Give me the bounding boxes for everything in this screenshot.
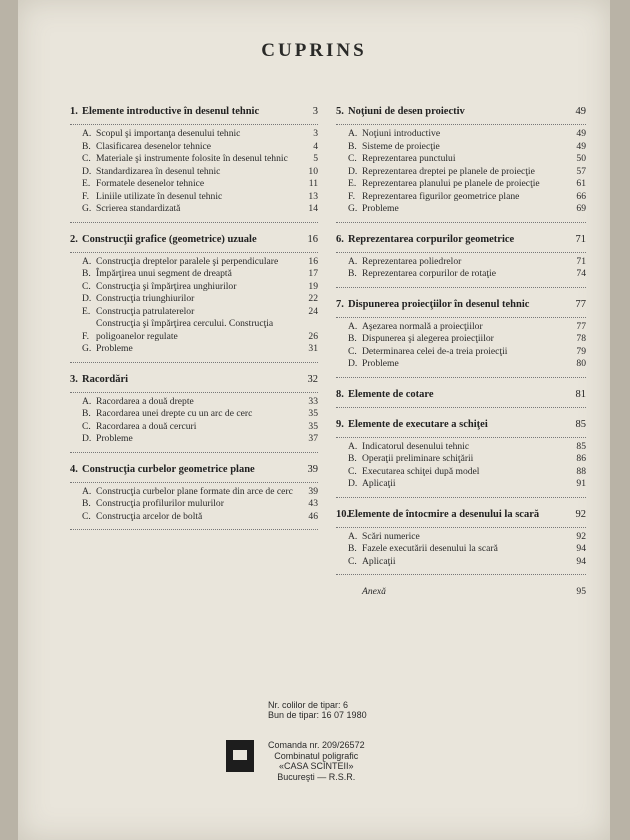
entry-page: 79: [576, 345, 586, 357]
page-title: CUPRINS: [261, 40, 367, 61]
entry-title: Sisteme de proiecţie: [362, 140, 440, 152]
entry-letter: A.: [82, 255, 92, 267]
entry-page: 24: [308, 305, 318, 317]
section-items: [70, 252, 318, 356]
section-page: 16: [307, 233, 318, 245]
entry-letter: B.: [348, 333, 357, 344]
section-heading: [70, 105, 318, 118]
entry-letter: B.: [348, 140, 357, 152]
section-heading: [70, 463, 318, 476]
section-heading: [336, 233, 586, 246]
toc-entry: [82, 306, 318, 319]
toc-section: [70, 105, 318, 223]
entry-letter: A.: [82, 395, 92, 407]
entry-letter: E.: [82, 305, 91, 317]
entry-title: Scări numerice: [362, 530, 420, 542]
section-items: [336, 252, 586, 281]
section-page: 49: [575, 106, 586, 117]
annex-label: Anexă: [362, 586, 386, 597]
toc-section: [336, 298, 586, 378]
section-title: Reprezentarea corpurilor geometrice: [348, 233, 515, 245]
section-items: [336, 317, 586, 371]
entry-letter: A.: [348, 440, 358, 452]
entry-title: Reprezentarea corpurilor de rotaţie: [362, 268, 496, 279]
entry-letter: A.: [82, 128, 92, 139]
entry-page: 37: [308, 433, 318, 444]
toc-entry: [348, 203, 586, 216]
section-page: 81: [575, 388, 586, 400]
section-heading: [336, 105, 586, 118]
entry-page: 77: [576, 320, 586, 332]
toc-entry: [348, 358, 586, 371]
entry-page: 61: [576, 178, 586, 189]
entry-letter: B.: [82, 408, 91, 419]
section-heading: [336, 298, 586, 311]
entry-title: Construcţia arcelor de boltă: [96, 510, 203, 522]
section-page: 77: [575, 298, 586, 310]
entry-page: 49: [576, 128, 586, 139]
entry-letter: D.: [82, 165, 92, 177]
toc-entry: [348, 543, 586, 556]
entry-page: 5: [313, 153, 318, 164]
section-divider: [336, 407, 586, 408]
section-page: 3: [312, 106, 318, 117]
printer-info: [268, 740, 365, 782]
toc-entry: [82, 141, 318, 154]
section-heading: [336, 508, 586, 521]
entry-page: 94: [576, 555, 586, 567]
entry-page: 88: [576, 465, 586, 477]
entry-letter: D.: [82, 293, 92, 304]
entry-page: 49: [576, 140, 586, 152]
toc-entry: [348, 153, 586, 166]
toc-section: [70, 463, 318, 531]
section-heading: [336, 418, 586, 431]
toc-entry: [348, 531, 586, 544]
entry-title: Standardizarea în desenul tehnic: [96, 165, 221, 177]
toc-entry: [348, 478, 586, 491]
section-title: Elemente de întocmire a desenului la scară: [348, 508, 540, 520]
entry-letter: B.: [348, 268, 357, 279]
entry-letter: D.: [348, 478, 358, 489]
entry-title: Racordarea a două cercuri: [96, 420, 197, 432]
printer-logo-icon: [226, 740, 254, 772]
section-number: 10.: [336, 508, 350, 520]
section-items: [70, 124, 318, 216]
section-items: [70, 482, 318, 524]
entry-letter: G.: [82, 203, 92, 214]
entry-letter: C.: [82, 153, 91, 164]
entry-title: Reprezentarea figurilor geometrice plane: [362, 190, 520, 202]
entry-page: 14: [308, 203, 318, 214]
entry-letter: D.: [348, 165, 358, 177]
entry-letter: B.: [82, 498, 91, 509]
entry-page: 19: [308, 280, 318, 292]
entry-letter: F.: [82, 190, 89, 202]
printer-city: Bucureşti — R.S.R.: [277, 771, 356, 782]
entry-page: 22: [308, 293, 318, 304]
printer-combinat: Combinatul poligrafic: [274, 750, 359, 761]
toc-entry: [348, 453, 586, 466]
entry-title: Probleme: [362, 203, 399, 214]
toc-entry: [82, 396, 318, 409]
entry-letter: C.: [348, 555, 357, 567]
toc-entry: [82, 256, 318, 269]
toc-entry: [82, 281, 318, 294]
toc-entry: [348, 166, 586, 179]
section-divider: [70, 529, 318, 530]
entry-letter: F.: [82, 330, 89, 342]
toc-section: [336, 508, 586, 576]
toc-left-column: [70, 105, 318, 540]
entry-letter: A.: [348, 530, 358, 542]
entry-page: 86: [576, 453, 586, 464]
entry-page: 78: [576, 333, 586, 344]
section-number: 6.: [336, 233, 344, 245]
toc-section: [336, 233, 586, 288]
entry-letter: D.: [348, 358, 358, 369]
entry-title: Reprezentarea planului pe planele de proiecţie: [362, 178, 540, 189]
toc-entry: [82, 343, 318, 356]
toc-entry: [82, 511, 318, 524]
toc-entry: [82, 268, 318, 281]
entry-page: 94: [576, 543, 586, 554]
section-items: [336, 124, 586, 216]
section-items: [336, 527, 586, 569]
printer-block: [226, 740, 365, 782]
entry-letter: A.: [348, 255, 358, 267]
entry-page: 16: [308, 255, 318, 267]
toc-entry: [82, 153, 318, 166]
toc-entry: [82, 433, 318, 446]
section-number: 1.: [70, 106, 78, 117]
entry-letter: E.: [348, 178, 357, 189]
entry-page: 17: [308, 268, 318, 279]
entry-page: 91: [576, 478, 586, 489]
entry-letter: F.: [348, 190, 355, 202]
entry-page: 4: [313, 140, 318, 152]
entry-letter: C.: [82, 420, 91, 432]
entry-page: 31: [308, 343, 318, 354]
toc-entry: [348, 256, 586, 269]
section-number: 5.: [336, 106, 344, 117]
section-divider: [336, 287, 586, 288]
annex-entry: [362, 585, 586, 598]
section-page: 85: [575, 418, 586, 430]
toc-entry: [348, 556, 586, 569]
entry-title: Noţiuni introductive: [362, 128, 441, 139]
entry-title: Liniile utilizate în desenul tehnic: [96, 190, 223, 202]
book-page: [18, 0, 610, 840]
entry-letter: C.: [82, 280, 91, 292]
entry-page: 39: [308, 485, 318, 497]
entry-title: Materiale şi instrumente folosite în desenul tehnic: [96, 153, 288, 164]
entry-title: Împărţirea unui segment de dreaptă: [96, 268, 232, 279]
entry-title: Racordarea unei drepte cu un arc de cerc: [96, 408, 253, 419]
toc-section: [336, 388, 586, 408]
entry-title: Executarea schiţei după model: [362, 465, 480, 477]
entry-page: 26: [308, 330, 318, 342]
toc-entry: [82, 486, 318, 499]
toc-entry: [82, 318, 318, 343]
toc-entry: [348, 441, 586, 454]
section-number: 7.: [336, 298, 344, 310]
entry-title: Construcţia dreptelor paralele şi perpendiculare: [96, 255, 279, 267]
entry-title: Scrierea standardizată: [96, 203, 181, 214]
entry-page: 80: [576, 358, 586, 369]
colophon-sheets: Nr. colilor de tipar: 6: [268, 700, 349, 710]
section-title: Racordări: [82, 373, 129, 385]
section-page: 32: [307, 373, 318, 385]
entry-title: Clasificarea desenelor tehnice: [96, 140, 212, 152]
section-title: Dispunerea proiecţiilor în desenul tehnic: [348, 298, 530, 310]
section-page: 71: [575, 233, 586, 245]
toc-entry: [348, 191, 586, 204]
entry-title: Probleme: [96, 433, 133, 444]
entry-page: 71: [576, 255, 586, 267]
entry-title: Aplicaţii: [362, 478, 396, 489]
toc-entry: [82, 178, 318, 191]
entry-page: 92: [576, 530, 586, 542]
section-number: 9.: [336, 418, 344, 430]
toc-entry: [82, 128, 318, 141]
section-divider: [70, 452, 318, 453]
entry-title: Construcţia şi împărţirea cercului. Construcţia poligoanelor regulate: [96, 318, 274, 342]
section-title: Elemente introductive în desenul tehnic: [82, 106, 260, 117]
section-title: Noţiuni de desen proiectiv: [348, 106, 465, 117]
entry-title: Formatele desenelor tehnice: [96, 178, 205, 189]
entry-page: 69: [576, 203, 586, 214]
toc-entry: [348, 466, 586, 479]
section-divider: [70, 362, 318, 363]
toc-entry: [348, 346, 586, 359]
printer-name: «CASA SCÎNTEII»: [279, 761, 354, 771]
section-heading: [70, 233, 318, 246]
entry-title: Reprezentarea dreptei pe planele de proiecţie: [362, 165, 535, 177]
toc-entry: [348, 321, 586, 334]
entry-letter: E.: [82, 178, 91, 189]
toc-entry: [348, 178, 586, 191]
section-heading: [336, 388, 586, 401]
toc-entry: [82, 191, 318, 204]
entry-title: Fazele executării desenului la scară: [362, 543, 498, 554]
entry-page: 46: [308, 510, 318, 522]
entry-page: 11: [308, 178, 318, 189]
section-page: 92: [575, 508, 586, 520]
section-divider: [336, 574, 586, 575]
entry-page: 35: [308, 408, 318, 419]
section-items: [336, 437, 586, 491]
entry-page: 50: [576, 153, 586, 164]
section-title: Elemente de cotare: [348, 388, 434, 400]
annex-page: 95: [576, 586, 586, 597]
toc-entry: [82, 293, 318, 306]
section-divider: [336, 497, 586, 498]
entry-title: Construcţia profilurilor mulurilor: [96, 498, 224, 509]
entry-title: Racordarea a două drepte: [96, 395, 194, 407]
section-number: 8.: [336, 388, 344, 400]
entry-page: 3: [313, 128, 318, 139]
entry-page: 57: [576, 165, 586, 177]
entry-title: Probleme: [96, 343, 133, 354]
entry-title: Aşezarea normală a proiecţiilor: [362, 320, 483, 332]
section-items: [70, 392, 318, 446]
toc-section: [70, 373, 318, 453]
entry-letter: G.: [348, 203, 358, 214]
entry-title: Operaţii preliminare schiţării: [362, 453, 474, 464]
entry-title: Dispunerea şi alegerea proiecţiilor: [362, 333, 494, 344]
entry-letter: B.: [82, 268, 91, 279]
section-title: Elemente de executare a schiţei: [348, 418, 488, 430]
toc-entry: [82, 203, 318, 216]
section-number: 4.: [70, 463, 78, 475]
entry-title: Aplicaţii: [362, 555, 396, 567]
toc-entry: [348, 268, 586, 281]
toc-section: [336, 418, 586, 498]
entry-title: Reprezentarea punctului: [362, 153, 456, 164]
entry-letter: C.: [348, 345, 357, 357]
entry-page: 85: [576, 440, 586, 452]
toc-entry: [82, 421, 318, 434]
colophon: [268, 700, 367, 720]
toc-entry: [348, 128, 586, 141]
entry-page: 43: [308, 498, 318, 509]
toc-entry: [348, 141, 586, 154]
entry-title: Determinarea celei de-a treia proiecţii: [362, 345, 508, 357]
entry-title: Construcţia patrulaterelor: [96, 305, 195, 317]
entry-page: 74: [576, 268, 586, 279]
entry-letter: C.: [348, 465, 357, 477]
entry-page: 66: [576, 190, 586, 202]
entry-page: 13: [308, 190, 318, 202]
entry-page: 35: [308, 420, 318, 432]
section-number: 2.: [70, 233, 78, 245]
entry-letter: D.: [82, 433, 92, 444]
entry-letter: C.: [82, 510, 91, 522]
toc-entry: [82, 498, 318, 511]
printer-order: Comanda nr. 209/26572: [268, 740, 365, 750]
toc-right-column: [336, 105, 586, 598]
section-divider: [336, 222, 586, 223]
entry-title: Reprezentarea poliedrelor: [362, 255, 462, 267]
entry-title: Construcţia curbelor plane formate din arce de cerc: [96, 485, 293, 497]
section-divider: [336, 377, 586, 378]
toc-entry: [348, 333, 586, 346]
entry-title: Construcţia şi împărţirea unghiurilor: [96, 280, 237, 292]
section-number: 3.: [70, 373, 78, 385]
entry-letter: B.: [82, 140, 91, 152]
toc-section: [336, 105, 586, 223]
entry-letter: A.: [82, 485, 92, 497]
entry-letter: G.: [82, 343, 92, 354]
toc-entry: [82, 166, 318, 179]
toc-section: [70, 233, 318, 363]
section-title: Construcţia curbelor geometrice plane: [82, 463, 255, 475]
entry-letter: B.: [348, 453, 357, 464]
entry-letter: A.: [348, 128, 358, 139]
entry-title: Probleme: [362, 358, 399, 369]
section-heading: [70, 373, 318, 386]
entry-title: Indicatorul desenului tehnic: [362, 440, 470, 452]
section-page: 39: [307, 463, 318, 475]
entry-letter: C.: [348, 153, 357, 164]
entry-letter: B.: [348, 543, 357, 554]
entry-title: Construcţia triunghiurilor: [96, 293, 195, 304]
colophon-print-date: Bun de tipar: 16 07 1980: [268, 710, 367, 720]
section-divider: [70, 222, 318, 223]
entry-page: 10: [308, 165, 318, 177]
entry-page: 33: [308, 395, 318, 407]
toc-entry: [82, 408, 318, 421]
entry-title: Scopul şi importanţa desenului tehnic: [96, 128, 241, 139]
section-title: Construcţii grafice (geometrice) uzuale: [82, 233, 257, 245]
entry-letter: A.: [348, 320, 358, 332]
